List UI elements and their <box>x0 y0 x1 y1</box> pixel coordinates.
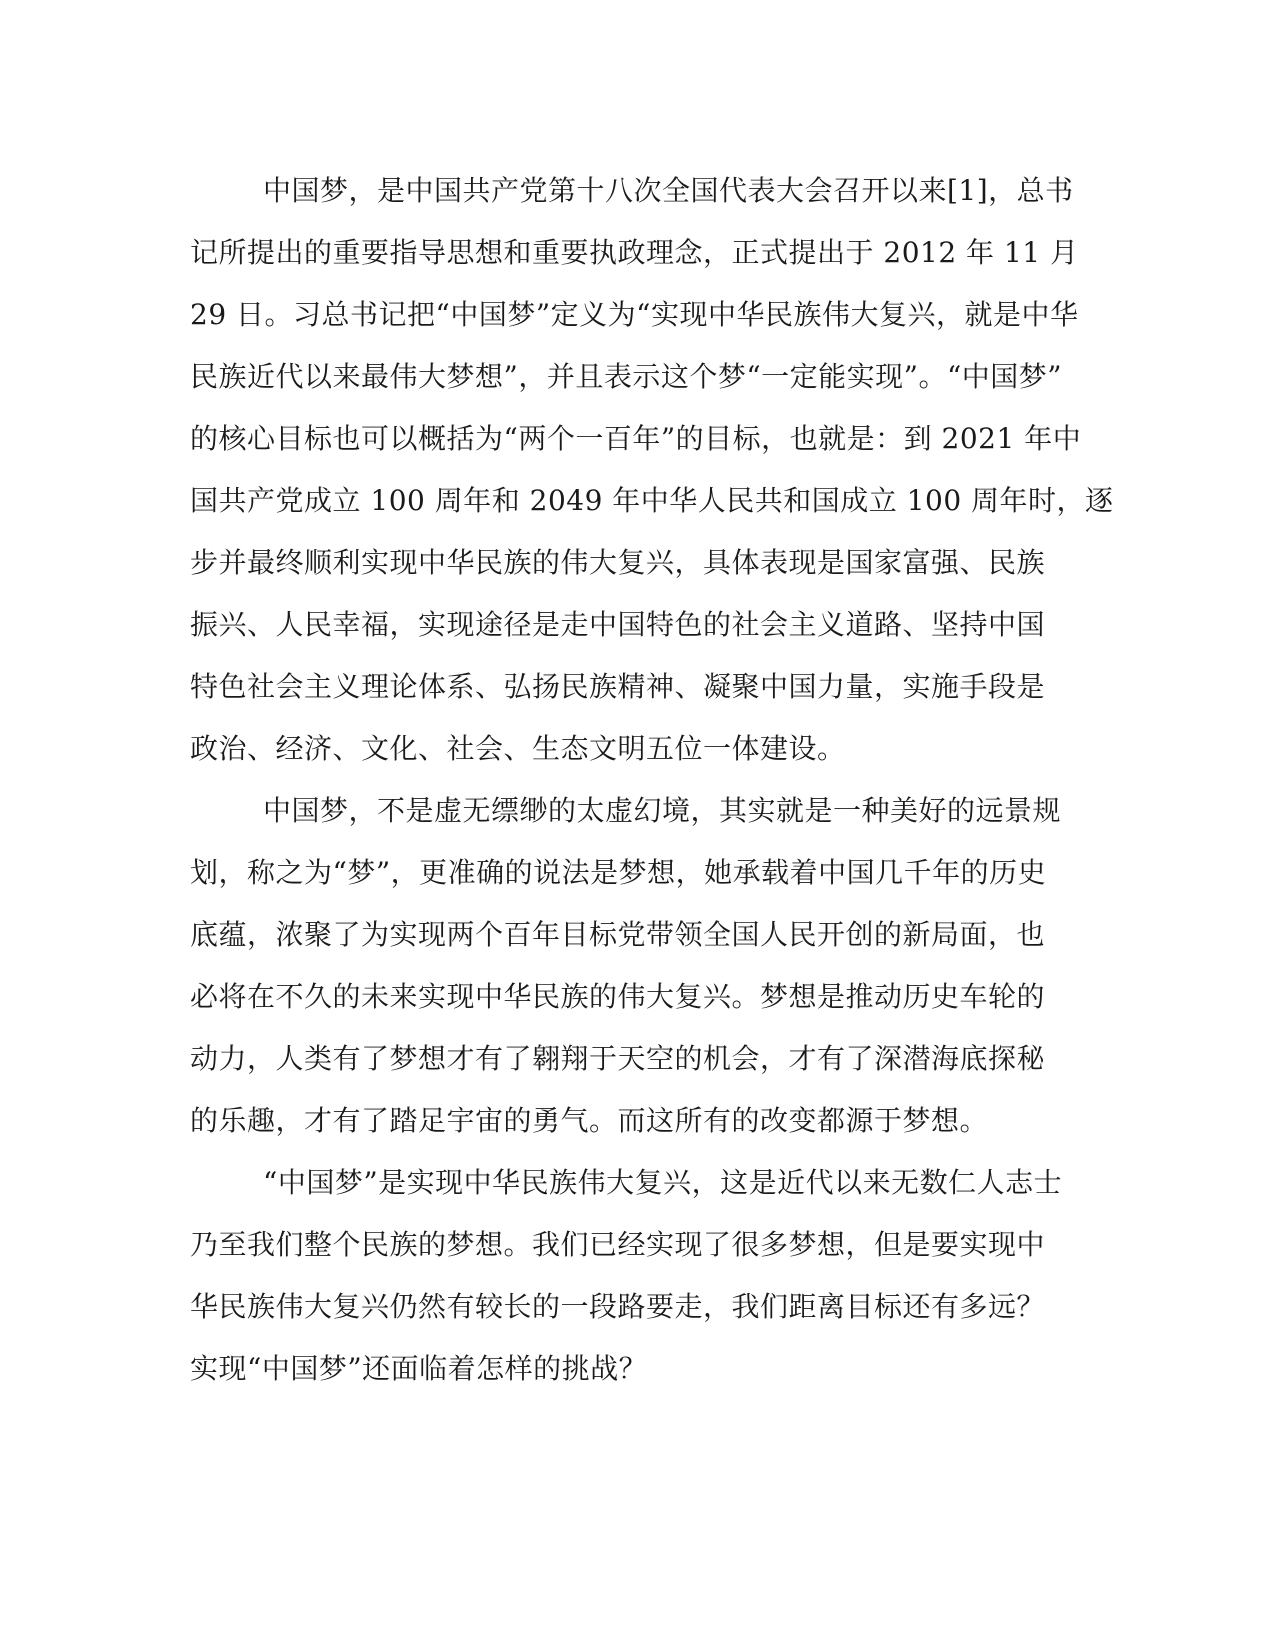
text-line: 动力，人类有了梦想才有了翱翔于天空的机会，才有了深潜海底探秘 <box>190 1042 1046 1075</box>
text-line: 的乐趣，才有了踏足宇宙的勇气。而这所有的改变都源于梦想。 <box>190 1104 989 1137</box>
paragraph-2 <box>190 780 1090 1152</box>
text-line: 乃至我们整个民族的梦想。我们已经实现了很多梦想，但是要实现中 <box>190 1228 1046 1261</box>
text-line: 29 日。习总书记把“中国梦”定义为“实现中华民族伟大复兴，就是中华 <box>190 298 1079 331</box>
text-line: 中国梦，是中国共产党第十八次全国代表大会召开以来[1]，总书 <box>263 174 1074 207</box>
text-line: 中国梦，不是虚无缥缈的太虚幻境，其实就是一种美好的远景规 <box>263 794 1062 827</box>
text-line: 记所提出的重要指导思想和重要执政理念，正式提出于 2012 年 11 月 <box>190 236 1079 269</box>
text-line: 划，称之为“梦”，更准确的说法是梦想，她承载着中国几千年的历史 <box>190 856 1047 889</box>
text-line: 步并最终顺利实现中华民族的伟大复兴，具体表现是国家富强、民族 <box>190 546 1046 579</box>
text-line: 国共产党成立 100 周年和 2049 年中华人民共和国成立 100 周年时，逐 <box>190 484 1114 517</box>
text-line: 实现“中国梦”还面临着怎样的挑战？ <box>190 1352 648 1385</box>
text-line: 特色社会主义理论体系、弘扬民族精神、凝聚中国力量，实施手段是 <box>190 670 1046 703</box>
text-line: 振兴、人民幸福，实现途径是走中国特色的社会主义道路、坚持中国 <box>190 608 1046 641</box>
text-line: 华民族伟大复兴仍然有较长的一段路要走，我们距离目标还有多远？ <box>190 1290 1046 1323</box>
paragraph-1 <box>190 160 1114 780</box>
paragraph-3 <box>190 1152 1090 1400</box>
text-line: “中国梦”是实现中华民族伟大复兴，这是近代以来无数仁人志士 <box>263 1166 1063 1199</box>
text-line: 必将在不久的未来实现中华民族的伟大复兴。梦想是推动历史车轮的 <box>190 980 1046 1013</box>
body-text <box>190 160 1114 1400</box>
text-line: 民族近代以来最伟大梦想”，并且表示这个梦“一定能实现”。“中国梦” <box>190 360 1063 393</box>
text-line: 底蕴，浓聚了为实现两个百年目标党带领全国人民开创的新局面，也 <box>190 918 1046 951</box>
text-line: 的核心目标也可以概括为“两个一百年”的目标，也就是：到 2021 年中 <box>190 422 1082 455</box>
text-line: 政治、经济、文化、社会、生态文明五位一体建设。 <box>190 732 846 765</box>
